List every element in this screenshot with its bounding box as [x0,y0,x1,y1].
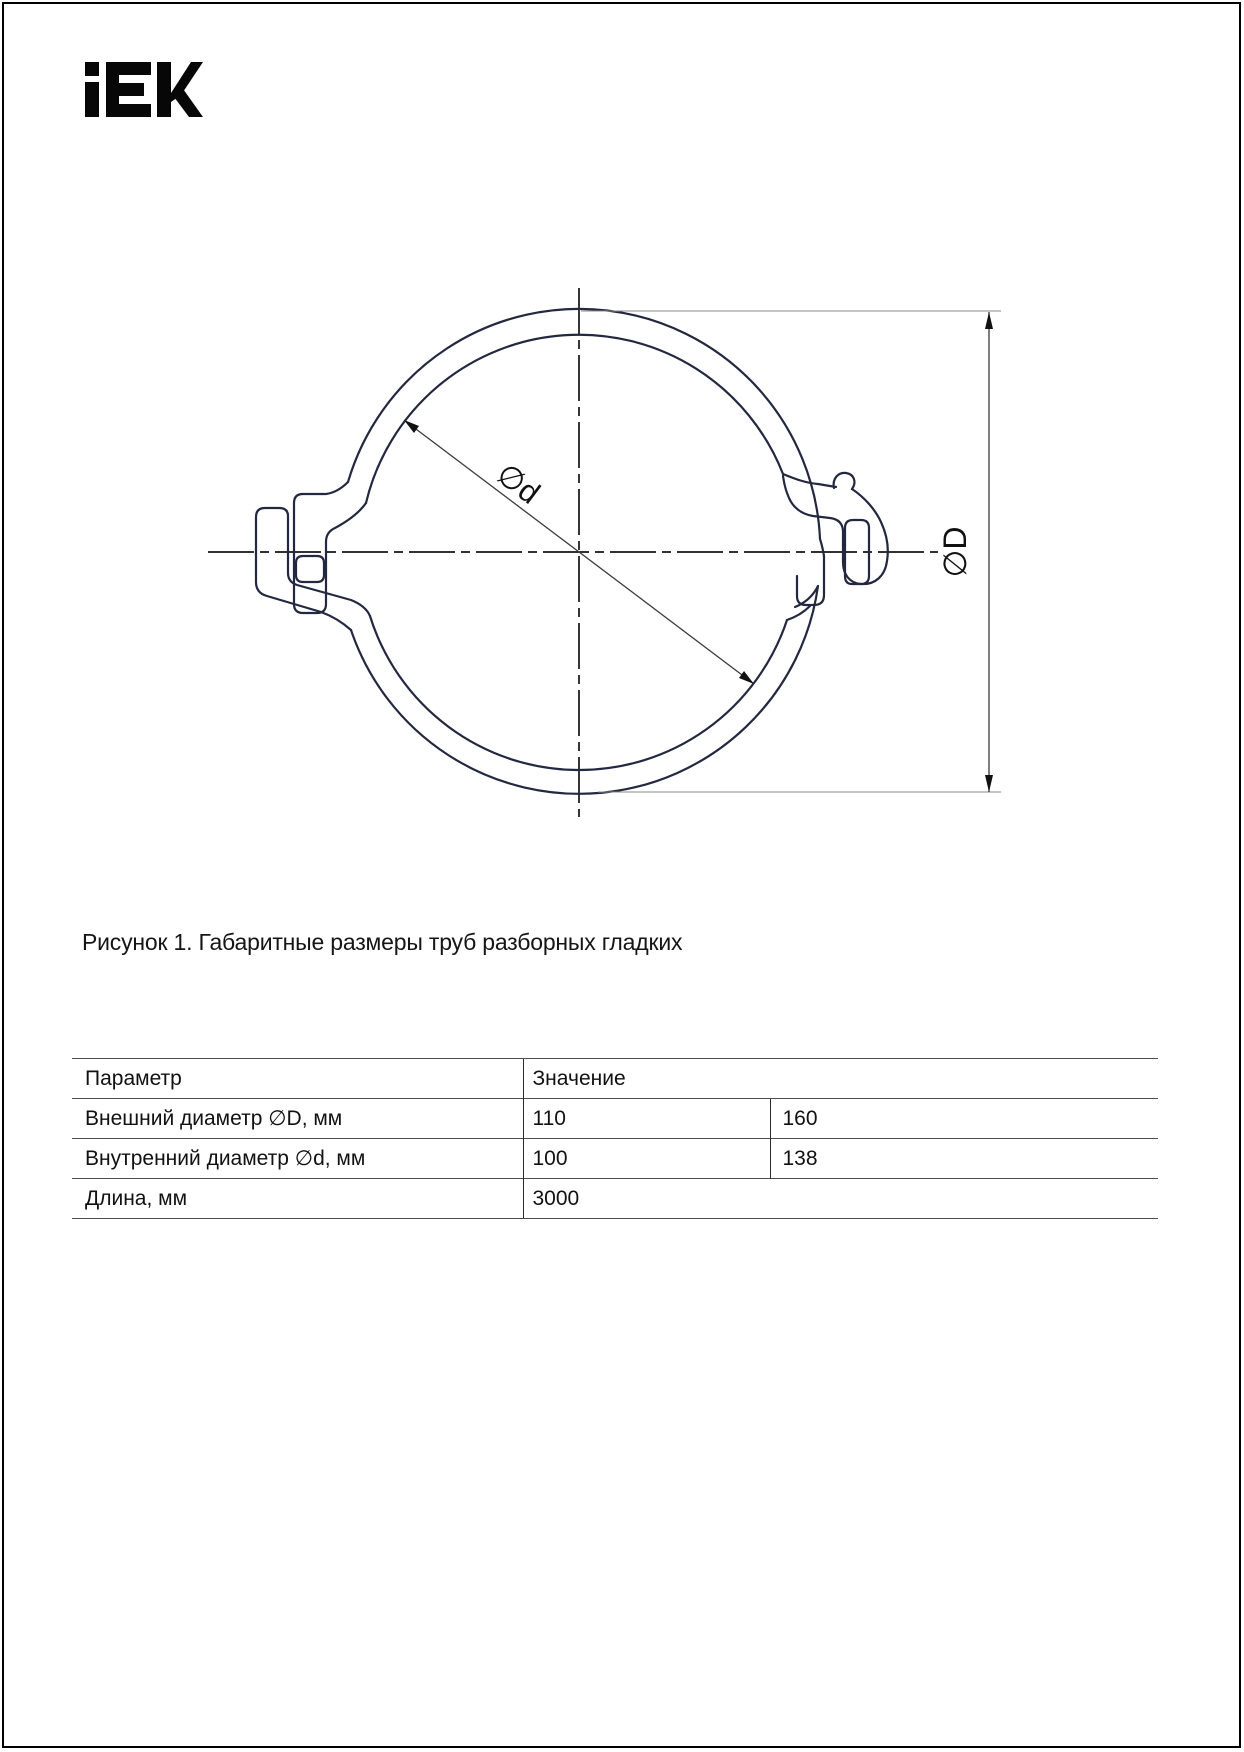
cell-value-2: 160 [770,1099,1158,1139]
header-cell-param: Параметр [72,1059,523,1099]
inner-diameter-label: ∅d [490,456,547,511]
inner-diameter-arrow-upper [404,420,419,433]
outer-diameter-arrow-bottom [985,775,993,792]
outer-wall-top-arc [348,309,820,539]
right-latch-link-top [820,539,824,556]
cell-param: Внутренний диаметр ∅d, мм [72,1139,523,1179]
spec-table [72,1058,1158,1219]
cell-param: Внешний диаметр ∅D, мм [72,1099,523,1139]
outer-diameter-label: ∅D [937,526,973,578]
inner-wall-top-arc [366,335,783,503]
left-latch-catch [256,508,370,630]
cell-value-2: 138 [770,1139,1158,1179]
cell-value-1: 100 [523,1139,770,1179]
centerlines [208,288,938,817]
figure-caption: Рисунок 1. Габаритные размеры труб разборных гладких [82,929,683,955]
table-row [72,1139,1158,1179]
cell-param: Длина, мм [72,1179,523,1219]
left-latch-detail [296,556,324,582]
right-latch-link-inner [787,606,810,620]
inner-diameter-arrow-lower [739,671,754,684]
table-row [72,1099,1158,1139]
cell-value-1: 110 [523,1099,770,1139]
table-row [72,1179,1158,1219]
header-cell-value: Значение [523,1059,1158,1099]
table-header-row [72,1059,1158,1099]
right-latch-lobe [783,476,888,584]
cell-value-1: 3000 [523,1179,1158,1219]
outer-diameter-arrow-top [985,312,993,329]
